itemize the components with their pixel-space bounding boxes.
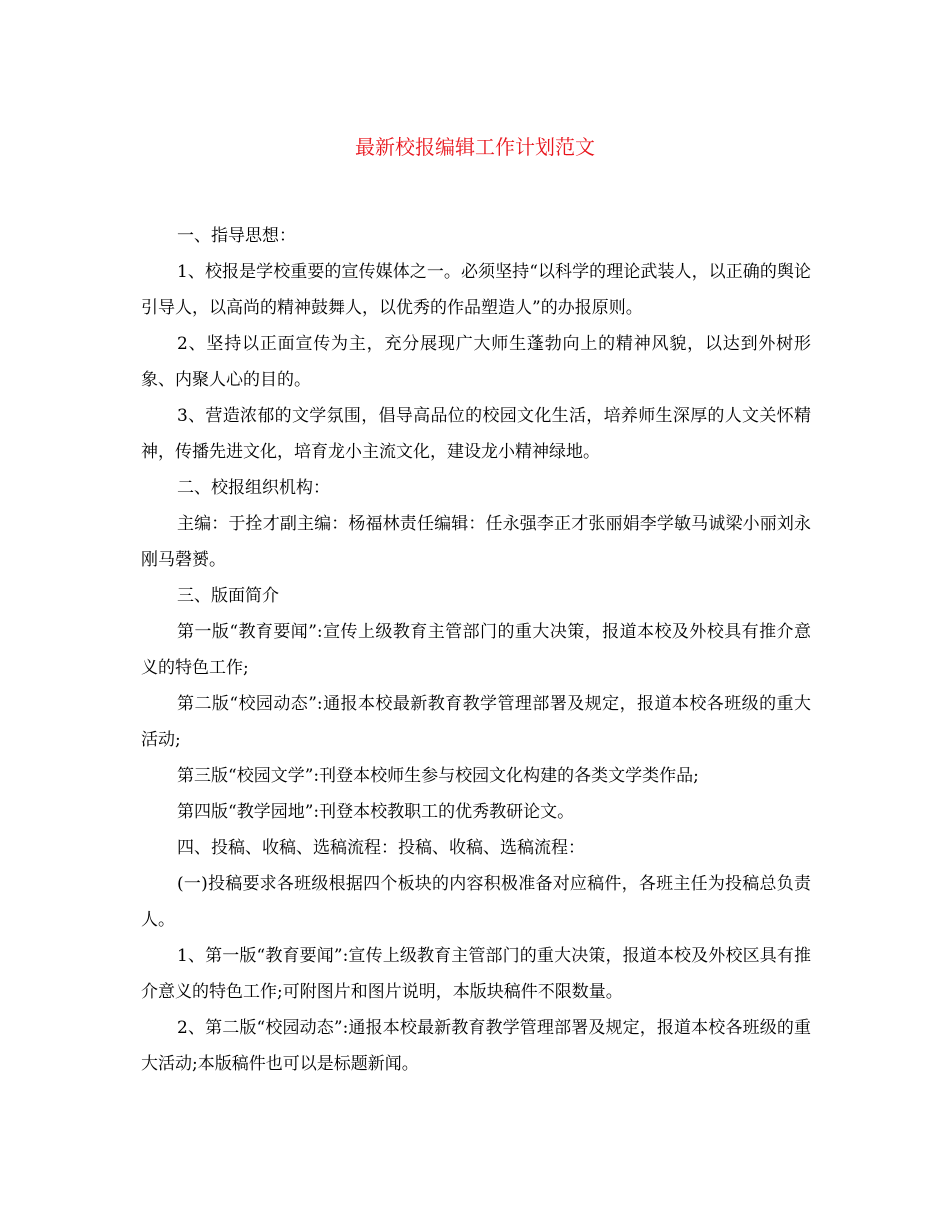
- paragraph: 四、投稿、收稿、选稿流程：投稿、收稿、选稿流程：: [177, 838, 585, 858]
- paragraph: 第四版“教学园地”:刊登本校教职工的优秀教研论文。: [177, 802, 575, 822]
- paragraph: 2、第二版“校园动态”:通报本校最新教育教学管理部署及规定，报道本校各班级的重大活动;本版稿件也可以是标题新闻。: [141, 1018, 811, 1074]
- paragraph: 3、营造浓郁的文学氛围，倡导高品位的校园文化生活，培养师生深厚的人文关怀精神，传播先进文化，培育龙小主流文化，建设龙小精神绿地。: [141, 406, 811, 462]
- paragraph: 第二版“校园动态”:通报本校最新教育教学管理部署及规定，报道本校各班级的重大活动;: [141, 694, 811, 750]
- paragraph: 主编：于拴才副主编：杨福林责任编辑：任永强李正才张丽娟李学敏马诚梁小丽刘永刚马磬赟。: [141, 514, 811, 570]
- paragraph: 第一版“教育要闻”:宣传上级教育主管部门的重大决策，报道本校及外校具有推介意义的特色工作;: [141, 622, 811, 678]
- paragraph: 三、版面简介: [177, 586, 279, 606]
- paragraph: 1、第一版“教育要闻”:宣传上级教育主管部门的重大决策，报道本校及外校区具有推介意义的特色工作;可附图片和图片说明，本版块稿件不限数量。: [141, 946, 811, 1002]
- paragraph: 二、校报组织机构：: [177, 478, 330, 498]
- paragraph: 2、坚持以正面宣传为主，充分展现广大师生蓬勃向上的精神风貌，以达到外树形象、内聚人心的目的。: [141, 334, 811, 390]
- paragraph: (一)投稿要求各班级根据四个板块的内容积极准备对应稿件，各班主任为投稿总负责人。: [141, 874, 811, 930]
- paragraph: 第三版“校园文学”:刊登本校师生参与校园文化构建的各类文学类作品;: [177, 766, 699, 786]
- paragraph: 1、校报是学校重要的宣传媒体之一。必须坚持“以科学的理论武装人，以正确的舆论引导人，以高尚的精神鼓舞人，以优秀的作品塑造人”的办报原则。: [141, 262, 811, 318]
- document-title: 最新校报编辑工作计划范文: [355, 135, 595, 159]
- paragraph: 一、指导思想：: [177, 226, 296, 246]
- document-body: [141, 218, 811, 1082]
